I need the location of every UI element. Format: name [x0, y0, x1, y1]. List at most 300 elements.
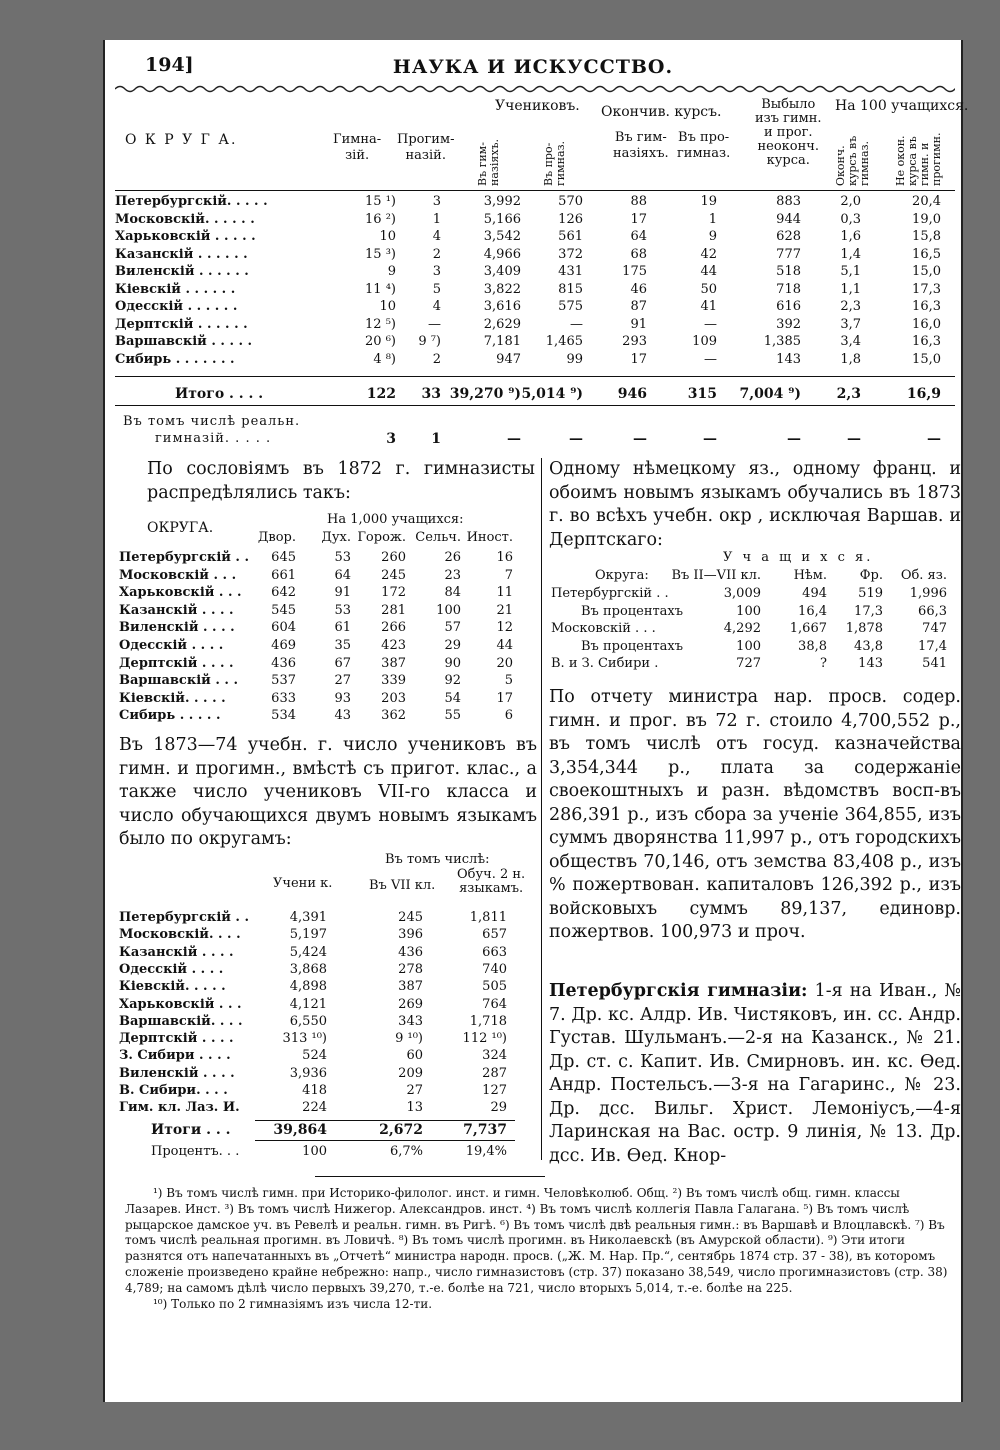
table-cell: — [428, 316, 441, 332]
table-cell: 423 [381, 638, 406, 653]
table-cell: 68 [630, 246, 647, 262]
table-cell: 494 [802, 586, 827, 601]
table-cell: 3 [432, 194, 441, 209]
table-cell: 17,3 [854, 603, 883, 619]
table-cell: 43 [334, 708, 351, 724]
table-cell: 633 [271, 690, 296, 706]
t1-total-cell: 39,270 ⁹) [449, 386, 521, 402]
table-cell: 11 [496, 585, 513, 601]
table-row-label: Московскій. . . . . . [115, 211, 255, 227]
table-cell: 5 [504, 673, 513, 689]
table-cell: 99 [566, 351, 583, 367]
table-cell: 1,811 [469, 910, 507, 925]
table-cell: 64 [630, 229, 647, 244]
table-cell: 541 [922, 656, 947, 671]
table-row-label: Петербургскій . . [119, 550, 249, 565]
footnote-2: ¹⁰) Только по 2 гимназіямъ изъ числа 12-ти. [153, 1296, 433, 1311]
t1-incl-cell: — [927, 431, 941, 447]
t1-incl-cell: — [507, 431, 521, 447]
table-row-label: Варшавскій . . . [119, 673, 238, 689]
table-row-label: Московскій . . . [119, 567, 237, 583]
table-row-label: Петербургскій . . [119, 910, 249, 925]
table-cell: 1,385 [763, 334, 801, 349]
t1-head-vybylo: Выбыло изъ гимн. и прог. неоконч. курса. [755, 97, 822, 168]
table-cell: 143 [858, 656, 883, 671]
decorative-rule [115, 84, 955, 94]
table-cell: 66,3 [918, 603, 947, 619]
table-cell: 3,822 [483, 281, 521, 297]
table-cell: 1 [708, 211, 717, 227]
t1-total-cell: 33 [421, 386, 441, 402]
table-cell: 43,8 [854, 638, 883, 654]
right-paragraph-1: Одному нѣмецкому яз., одному франц. и обоимъ новымъ языкамъ обучались въ 1873 г. во всѣхъ учебн. окр , исключая Варшав. и Дерптскаго: [549, 459, 961, 550]
table-cell: 570 [558, 194, 583, 209]
table-cell: 1,465 [545, 334, 583, 349]
table-cell: 616 [776, 299, 801, 314]
t3-head-obuch: Обуч. 2 н. языкамъ. [457, 867, 526, 896]
table-cell: 19,0 [912, 211, 941, 227]
table-row-label: Виленскій . . . . . . [115, 264, 249, 279]
table-cell: 469 [271, 638, 296, 653]
table-cell: 4 ⁸) [373, 351, 396, 367]
table-cell: 7 [504, 567, 513, 583]
table-cell: 17,4 [918, 638, 947, 654]
t1-incl-cell: 1 [431, 431, 441, 447]
table-cell: 4,391 [289, 910, 327, 925]
table-cell: 17,3 [912, 281, 941, 297]
table-cell: 431 [558, 264, 583, 279]
t2-head-okruga: ОКРУГА. [147, 520, 214, 536]
t1-total-cell: 5,014 ⁹) [521, 386, 583, 402]
table-cell: 4 [432, 299, 441, 314]
table-cell: 16 [496, 550, 513, 565]
table-cell: 7,181 [483, 334, 521, 349]
t1-incl-cell: — [703, 431, 717, 447]
table-cell: 90 [444, 655, 461, 671]
t2-head-na1000: На 1,000 учащихся: [327, 512, 464, 527]
table-cell: 84 [444, 585, 461, 601]
t1-head-gymn: Гимна- зій. [333, 132, 382, 163]
t4-head-uch: У ч а щ и х с я. [723, 550, 874, 565]
table-cell: 20 ⁶) [365, 334, 396, 349]
left-paragraph-2: Въ 1873—74 учебн. г. число учениковъ въ гимн. и прогимн., вмѣстѣ съ пригот. клас., а также число учениковъ VII-го класса и число обучающихся двумъ новымъ языкамъ было по округамъ: [119, 735, 537, 849]
table-cell: 362 [381, 708, 406, 724]
table-cell: 46 [630, 281, 647, 297]
t1-header-rule [115, 190, 955, 191]
table-cell: 27 [334, 673, 351, 689]
table-cell: 392 [776, 316, 801, 332]
t1-incl-cell: — [633, 431, 647, 447]
table-cell: 545 [271, 602, 296, 618]
table-cell: 112 ¹⁰) [462, 1031, 507, 1047]
right-paragraph-2: По отчету министра нар. просв. содер. гимн. и прог. въ 72 г. стоило 4,700,552 р., въ томъ числѣ отъ госуд. казначейства 3,354,344 р., плата за содержаніе своекоштныхъ и разн. вѣдомствъ восп-въ 286,391 р., изъ сбора за ученіе 364,855, изъ суммъ дворянства 11,997 р., отъ городскихъ обществъ 70,146, отъ земства 83,408 р., изъ % пожертвован. капиталовъ 126,392 р., изъ войсковыхъ суммъ 89,137, единовр. пожертвов. 100,973 и проч. [549, 687, 961, 942]
table-cell: 436 [271, 655, 296, 671]
table-row-label: Одесскій . . . . [119, 638, 224, 653]
table-cell: 1,878 [845, 621, 883, 636]
table-cell: 1 [432, 211, 441, 227]
table-cell: 1,667 [789, 621, 827, 636]
table-cell: 642 [271, 585, 296, 601]
table-cell: 815 [558, 281, 583, 297]
table-cell: 4,898 [289, 979, 327, 995]
table-row-label: Кіевскій. . . . . [119, 690, 226, 706]
table-cell: 17 [630, 211, 647, 227]
table-cell: 9 ¹⁰) [395, 1031, 423, 1047]
table-cell: 4 [432, 229, 441, 244]
table-cell: 209 [398, 1065, 423, 1081]
table-row-label: Сибирь . . . . . [119, 708, 221, 724]
table-cell: 16,0 [912, 316, 941, 332]
table-cell: 87 [630, 299, 647, 314]
t4-col-head: Округа: [595, 568, 649, 583]
table-cell: 57 [444, 620, 461, 636]
t1-head-na100: На 100 учащихся. [835, 98, 969, 114]
table-cell: 4,121 [289, 996, 327, 1012]
t1-incl-cell: 3 [386, 431, 396, 447]
t1-head-okruga: О К Р У Г А. [125, 132, 238, 148]
table-row-label: Въ процентахъ [581, 638, 684, 654]
table-row-label: Харьковскій . . . [119, 996, 242, 1012]
table-cell: 313 ¹⁰) [282, 1031, 327, 1047]
table-cell: 19 [700, 194, 717, 209]
table-cell: 2,3 [840, 299, 861, 314]
table-cell: 518 [776, 264, 801, 279]
table-cell: 727 [736, 656, 761, 671]
table-cell: 38,8 [798, 638, 827, 654]
table-cell: 387 [381, 655, 406, 671]
table-cell: 661 [271, 567, 296, 583]
t1-total-cell: 16,9 [906, 386, 941, 402]
table-row-label: В. и З. Сибири . [551, 656, 659, 671]
table-cell: 657 [482, 927, 507, 943]
table-cell: 4,966 [483, 246, 521, 262]
table-cell: 628 [776, 229, 801, 244]
table-cell: 6 [504, 708, 513, 724]
section-text: 1-я на Иван., № 7. Др. кс. Алдр. Ив. Чистяковъ, ин. сс. Андр. Густав. Шульманъ.—2-я на Казанск., № 21. Др. ст. с. Капит. Ив. Смирновъ. ин. кс. Өед. Андр. Постельсъ.—3-я на Гагаринс., № 23. Др. дсс. Вильг. Христ. Лемонiусъ,—4-я Ларинская на Вас. остр. 9 линія, № 13. Др. дсс. Ив. Өед. Кнор- [549, 981, 961, 1166]
table-cell: 2,0 [840, 194, 861, 209]
table-cell: 537 [271, 673, 296, 689]
t1-head-okonch-gymn: Въ гим- назіяхъ. [613, 130, 669, 161]
t2-col-head: Двор. [257, 530, 296, 545]
table-row-label: Дерптскій . . . . . . [115, 316, 248, 332]
table-cell: 1,718 [469, 1013, 507, 1029]
table-cell: — [704, 351, 717, 367]
table-cell: 293 [622, 334, 647, 349]
table-row-label: Одесскій . . . . [119, 961, 224, 977]
table-row-label: Сибирь . . . . . . . [115, 351, 235, 367]
table-cell: 1,996 [909, 586, 947, 601]
table-cell: 55 [444, 708, 461, 724]
table-cell: 9 [387, 264, 396, 279]
table-cell: 524 [302, 1048, 327, 1064]
table-cell: 387 [398, 979, 423, 995]
table-cell: 53 [334, 550, 351, 565]
table-cell: 343 [398, 1013, 423, 1029]
section-heading: Петербургскія гимназіи: [549, 981, 808, 1001]
table-cell: 17 [496, 690, 513, 706]
table-cell: 9 [708, 229, 717, 244]
t4-col-head: Об. яз. [900, 568, 947, 583]
table-cell: 15,8 [912, 229, 941, 244]
table-cell: 10 [379, 229, 396, 244]
t3-head-uchenik: Учени к. [273, 876, 333, 891]
table-row-label: Кіевскій. . . . . [119, 979, 226, 995]
table-cell: 12 [496, 620, 513, 636]
table-cell: 3,616 [483, 299, 521, 314]
table-cell: 224 [302, 1100, 327, 1116]
table-cell: 5,1 [840, 264, 861, 279]
t3-pct-cell: 19,4% [465, 1144, 507, 1159]
t3-total-rule-bottom [255, 1140, 515, 1141]
table-cell: 23 [444, 567, 461, 583]
table-cell: 44 [700, 264, 717, 279]
page-number: 194] [145, 54, 194, 76]
table-row-label: В. Сибири. . . . [119, 1083, 228, 1098]
table-cell: 10 [379, 299, 396, 314]
table-cell: 604 [271, 620, 296, 636]
t3-pct-cell: 6,7% [389, 1144, 423, 1159]
table-cell: 883 [776, 194, 801, 209]
table-cell: 245 [398, 910, 423, 925]
table-cell: 245 [381, 567, 406, 583]
table-cell: 20,4 [912, 194, 941, 209]
table-cell: 16,5 [912, 246, 941, 262]
table-row-label: Виленскій . . . . [119, 1065, 235, 1081]
table-cell: 534 [271, 708, 296, 724]
table-cell: 3 [432, 264, 441, 279]
table-cell: 519 [858, 586, 883, 601]
table-cell: 53 [334, 602, 351, 618]
table-row-label: Гим. кл. Лаз. И. [119, 1100, 240, 1116]
table-cell: 61 [334, 620, 351, 636]
table-cell: 15,0 [912, 351, 941, 367]
table-cell: 663 [482, 944, 507, 960]
table-cell: 3,409 [483, 264, 521, 279]
table-cell: 44 [496, 638, 513, 653]
t1-incl-cell: — [569, 431, 583, 447]
t4-col-head: Въ II—VII кл. [671, 568, 761, 583]
table-cell: 260 [381, 550, 406, 565]
table-cell: 60 [406, 1048, 423, 1064]
table-cell: 2 [432, 246, 441, 262]
left-paragraph-1: По сословіямъ въ 1872 г. гимназисты распредѣлялись такъ: [147, 459, 535, 503]
t4-col-head: Нѣм. [793, 568, 827, 583]
table-cell: 92 [444, 673, 461, 689]
table-cell: 777 [776, 246, 801, 262]
table-cell: 747 [922, 621, 947, 636]
t3-total-cell: 7,737 [463, 1122, 507, 1138]
table-cell: 91 [334, 585, 351, 601]
t1-total-rule [115, 376, 955, 377]
table-cell: 269 [398, 996, 423, 1012]
table-row-label: Харьковскій . . . . . [115, 229, 256, 244]
table-cell: 11 ⁴) [365, 281, 396, 297]
table-cell: 3,868 [289, 961, 327, 977]
table-cell: 3,009 [723, 586, 761, 601]
t2-col-head: Дух. [321, 530, 351, 545]
table-row-label: Дерптскій . . . . [119, 1031, 234, 1047]
t1-head-na100-b: Не окон. курса въ гимн. и прогимн. [894, 132, 943, 186]
t1-total-cell: 946 [617, 386, 647, 402]
table-row-label: Дерптскій . . . . [119, 655, 234, 671]
table-cell: 15,0 [912, 264, 941, 279]
t3-pct-cell: 100 [302, 1144, 327, 1159]
table-cell: 5 [432, 281, 441, 297]
table-cell: ? [820, 656, 827, 671]
table-cell: 718 [776, 281, 801, 297]
t3-total-cell: 39,864 [273, 1122, 327, 1138]
table-cell: 3,7 [840, 316, 861, 332]
table-cell: 287 [482, 1065, 507, 1081]
table-cell: 50 [700, 281, 717, 297]
table-row-label: Казанскій . . . . [119, 602, 234, 618]
table-row-label: Московскій . . . [551, 621, 656, 636]
table-cell: 418 [302, 1083, 327, 1098]
table-cell: 575 [558, 299, 583, 314]
table-cell: 29 [444, 638, 461, 653]
footnotes [125, 1186, 950, 1312]
table-cell: 100 [436, 602, 461, 618]
table-cell: 1,6 [840, 229, 861, 244]
table-cell: 1,1 [840, 281, 861, 297]
table-cell: 16 ²) [365, 211, 396, 227]
footnote-rule [315, 1176, 545, 1177]
table-cell: 175 [622, 264, 647, 279]
table-cell: 740 [482, 961, 507, 977]
table-cell: 126 [558, 211, 583, 227]
table-row-label: Варшавскій. . . . [119, 1013, 243, 1029]
table-cell: 324 [482, 1048, 507, 1064]
t3-total-rule [255, 1120, 515, 1121]
table-cell: 15 ³) [365, 246, 396, 262]
table-cell: 9 ⁷) [418, 334, 441, 349]
table-cell: 339 [381, 673, 406, 689]
table-cell: 2,629 [483, 316, 521, 332]
t2-col-head: Сельч. [415, 530, 461, 545]
table-cell: 29 [490, 1100, 507, 1116]
t1-total-label: Итого . . . . [175, 386, 264, 402]
table-cell: 12 ⁵) [365, 316, 396, 332]
table-cell: 16,3 [912, 299, 941, 314]
table-row-label: Казанскій . . . . . . [115, 246, 248, 262]
table-cell: 93 [334, 690, 351, 706]
table-row-label: Московскій. . . . [119, 927, 241, 943]
table-cell: 3,936 [289, 1065, 327, 1081]
table-row-label: Петербургскій . . [551, 586, 669, 601]
table-cell: 100 [736, 603, 761, 619]
t1-head-okonch-prog: Въ про- гимназ. [677, 130, 731, 161]
table-cell: 27 [406, 1083, 423, 1098]
table-cell: 944 [776, 211, 801, 227]
table-row-label: Кіевскій . . . . . . [115, 281, 236, 297]
t1-incl-label-1: Въ томъ числѣ реальн. [123, 414, 301, 429]
table-cell: 3,992 [483, 194, 521, 209]
table-cell: 54 [444, 690, 461, 706]
table-row-label: З. Сибири . . . . [119, 1048, 231, 1064]
table-cell: 645 [271, 550, 296, 565]
t1-incl-cell: — [787, 431, 801, 447]
t1-head-uchenikov: Учениковъ. [495, 98, 580, 114]
t1-total-rule-bottom [115, 405, 955, 406]
book-page [103, 40, 969, 1402]
table-cell: 266 [381, 620, 406, 636]
table-cell: 26 [444, 550, 461, 565]
table-cell: — [704, 316, 717, 332]
t2-col-head: Горож. [357, 530, 406, 545]
table-cell: 436 [398, 944, 423, 960]
table-cell: 505 [482, 979, 507, 995]
table-cell: 4,292 [723, 621, 761, 636]
table-cell: 143 [776, 351, 801, 367]
table-row-label: Въ процентахъ [581, 603, 684, 619]
table-cell: 947 [496, 351, 521, 367]
table-cell: 17 [630, 351, 647, 367]
table-cell: 2 [432, 351, 441, 367]
table-cell: 203 [381, 690, 406, 706]
t3-head-vtom: Въ томъ числѣ: [385, 852, 490, 867]
t3-total-label: Итоги . . . [151, 1122, 231, 1138]
table-cell: 88 [630, 194, 647, 209]
table-cell: 64 [334, 567, 351, 583]
table-cell: 20 [496, 655, 513, 671]
t1-head-okonch: Окончив. курсъ. [601, 104, 722, 120]
t1-head-v-progymn: Въ про- гимназ. [542, 140, 567, 186]
table-cell: 372 [558, 246, 583, 262]
table-cell: 41 [700, 299, 717, 314]
table-cell: — [570, 316, 583, 332]
table-cell: 3,542 [483, 229, 521, 244]
table-cell: 16,3 [912, 334, 941, 349]
t1-head-progymn: Прогим- назій. [397, 132, 455, 163]
t1-total-cell: 315 [687, 386, 717, 402]
t1-incl-cell: — [847, 431, 861, 447]
table-cell: 278 [398, 961, 423, 977]
table-cell: 16,4 [798, 603, 827, 619]
column-divider [541, 458, 542, 1160]
table-cell: 21 [496, 602, 513, 618]
table-cell: 13 [406, 1100, 423, 1116]
table-cell: 127 [482, 1083, 507, 1098]
t3-total-cell: 2,672 [379, 1122, 423, 1138]
table-cell: 3,4 [840, 334, 861, 349]
table-row-label: Варшавскій . . . . . [115, 334, 253, 349]
footnote-1: ¹) Въ томъ числѣ гимн. при Историко-филолог. инст. и гимн. Человѣколюб. Общ. ²) Въ томъ числѣ общ. гимн. классы Лазарев. Инст. ³) Въ томъ числѣ Нижегор. Александров. инст. ⁴) Въ томъ числѣ коллегія Павла Галагана. ⁵) Въ томъ числѣ рыцарское дамское уч. въ Ревелѣ и реальн. гимн. въ Ригѣ. ⁶) Въ томъ числѣ двѣ реальныя гимн.: въ Варшавѣ и Влоцлавскѣ. ⁷) Въ томъ числѣ реальная прогимн. въ Ловичѣ. ⁸) Въ томъ числѣ прогимн. въ Николаевскѣ (въ Амурской области). ⁹) Эти итоги разнятся отъ напечатанныхъ въ „Отчетѣ“ министра народн. просв. („Ж. М. Нар. Пр.“, сентябрь 1874 стр. 37 - 38), въ которомъ сложеніе произведено крайне небрежно: напр., число гимназистовъ (стр. 37) показано 38,549, число прогимназистовъ (стр. 38) 4,789; на самомъ дѣлѣ число первыхъ 39,270, т.-е. болѣе на 721, число вторыхъ 5,014, т.-е. болѣе на 225. [125, 1186, 948, 1295]
table-cell: 6,550 [289, 1013, 327, 1029]
t1-total-cell: 7,004 ⁹) [739, 386, 801, 402]
table-cell: 172 [381, 585, 406, 601]
t2-col-head: Иност. [466, 530, 513, 545]
table-cell: 5,424 [289, 944, 327, 960]
table-cell: 281 [381, 602, 406, 618]
table-cell: 67 [334, 655, 351, 671]
table-cell: 561 [558, 229, 583, 244]
table-row-label: Петербургскій. . . . . [115, 194, 268, 209]
table-cell: 35 [334, 638, 351, 653]
table-cell: 1,8 [840, 351, 861, 367]
page-title: НАУКА И ИСКУССТВО. [392, 56, 674, 78]
table-cell: 0,3 [840, 211, 861, 227]
table-cell: 42 [700, 246, 717, 262]
right-paragraph-3 [549, 980, 961, 1168]
table-cell: 396 [398, 927, 423, 943]
table-cell: 109 [692, 334, 717, 349]
table-cell: 100 [736, 638, 761, 654]
table-cell: 5,166 [483, 211, 521, 227]
table-cell: 1,4 [840, 246, 861, 262]
t1-head-v-gymn: Въ гим- назіяхъ. [476, 138, 501, 186]
table-row-label: Одесскій . . . . . . [115, 299, 238, 314]
t1-total-cell: 2,3 [836, 386, 861, 402]
